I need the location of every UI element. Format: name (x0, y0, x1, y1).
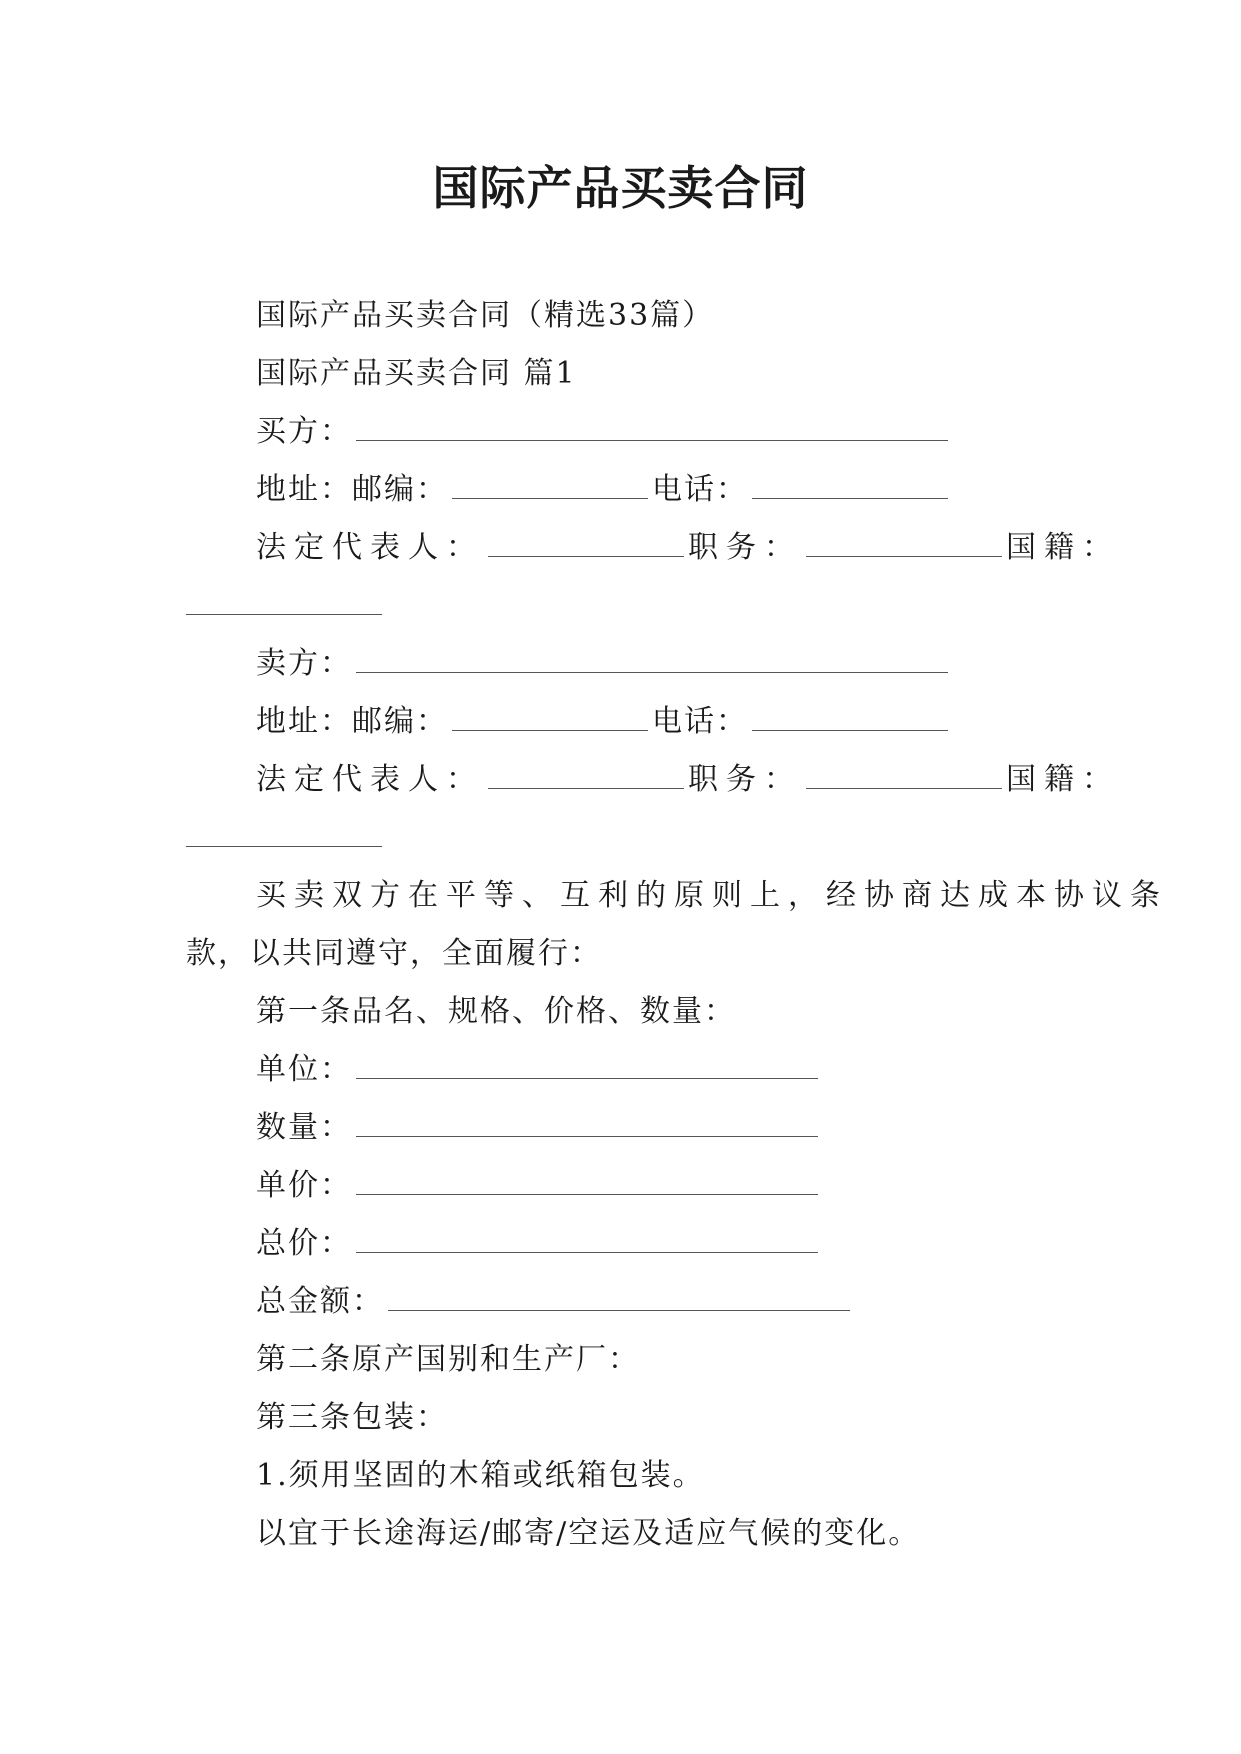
packing-item-1: 1.须用坚固的木箱或纸箱包装。 (256, 1458, 705, 1493)
seller-label: 卖方： (256, 646, 352, 681)
seller-phone-label: 电话： (652, 704, 748, 739)
article-2: 第二条原产国别和生产厂： (256, 1342, 640, 1377)
total-price-blank (356, 1230, 818, 1253)
buyer-position-label: 职务： (688, 530, 802, 565)
buyer-position-blank (806, 534, 1002, 557)
seller-position-label: 职务： (688, 762, 802, 797)
section-heading: 国际产品买卖合同 篇1 (256, 356, 577, 391)
seller-nationality-row (186, 818, 386, 858)
total-amount-row (256, 1282, 854, 1322)
quantity-blank (356, 1114, 818, 1137)
quantity-label: 数量： (256, 1110, 352, 1145)
unit-price-label: 单价： (256, 1168, 352, 1203)
seller-nationality-blank (186, 824, 382, 847)
quantity-row (256, 1108, 822, 1148)
buyer-phone-label: 电话： (652, 472, 748, 507)
unit-price-blank (356, 1172, 818, 1195)
buyer-phone-blank (752, 476, 948, 499)
unit-price-row (256, 1166, 822, 1206)
seller-blank (356, 650, 948, 673)
seller-rep-blank (488, 766, 684, 789)
buyer-rep-label: 法定代表人： (256, 530, 484, 565)
seller-postcode-blank (452, 708, 648, 731)
article-1: 第一条品名、规格、价格、数量： (256, 994, 736, 1029)
buyer-nationality-label: 国籍： (1006, 530, 1120, 565)
buyer-row (256, 412, 952, 452)
unit-row (256, 1050, 822, 1090)
seller-row (256, 644, 952, 684)
total-price-label: 总价： (256, 1226, 352, 1261)
total-price-row (256, 1224, 822, 1264)
buyer-nationality-row (186, 586, 386, 626)
document-title: 国际产品买卖合同 (432, 161, 809, 215)
seller-address-row (256, 702, 952, 742)
buyer-postcode-blank (452, 476, 648, 499)
buyer-address-label: 地址：邮编： (256, 472, 448, 507)
total-amount-label: 总金额： (256, 1284, 384, 1319)
total-amount-blank (388, 1288, 850, 1311)
buyer-rep-blank (488, 534, 684, 557)
buyer-blank (356, 418, 948, 441)
seller-phone-blank (752, 708, 948, 731)
unit-label: 单位： (256, 1052, 352, 1087)
buyer-nationality-blank (186, 592, 382, 615)
seller-position-blank (806, 766, 1002, 789)
seller-address-label: 地址：邮编： (256, 704, 448, 739)
seller-rep-label: 法定代表人： (256, 762, 484, 797)
intro-line-1: 买卖双方在平等、互利的原则上，经协商达成本协议条 (256, 878, 1168, 913)
packing-item-1-continued: 以宜于长途海运/邮寄/空运及适应气候的变化。 (256, 1516, 921, 1551)
buyer-label: 买方： (256, 414, 352, 449)
article-3: 第三条包装： (256, 1400, 448, 1435)
buyer-address-row (256, 470, 952, 510)
document-subtitle: 国际产品买卖合同（精选33篇） (256, 298, 715, 333)
seller-rep-row (256, 760, 1120, 800)
buyer-rep-row (256, 528, 1120, 568)
unit-blank (356, 1056, 818, 1079)
seller-nationality-label: 国籍： (1006, 762, 1120, 797)
intro-line-2: 款，以共同遵守，全面履行： (186, 936, 602, 971)
